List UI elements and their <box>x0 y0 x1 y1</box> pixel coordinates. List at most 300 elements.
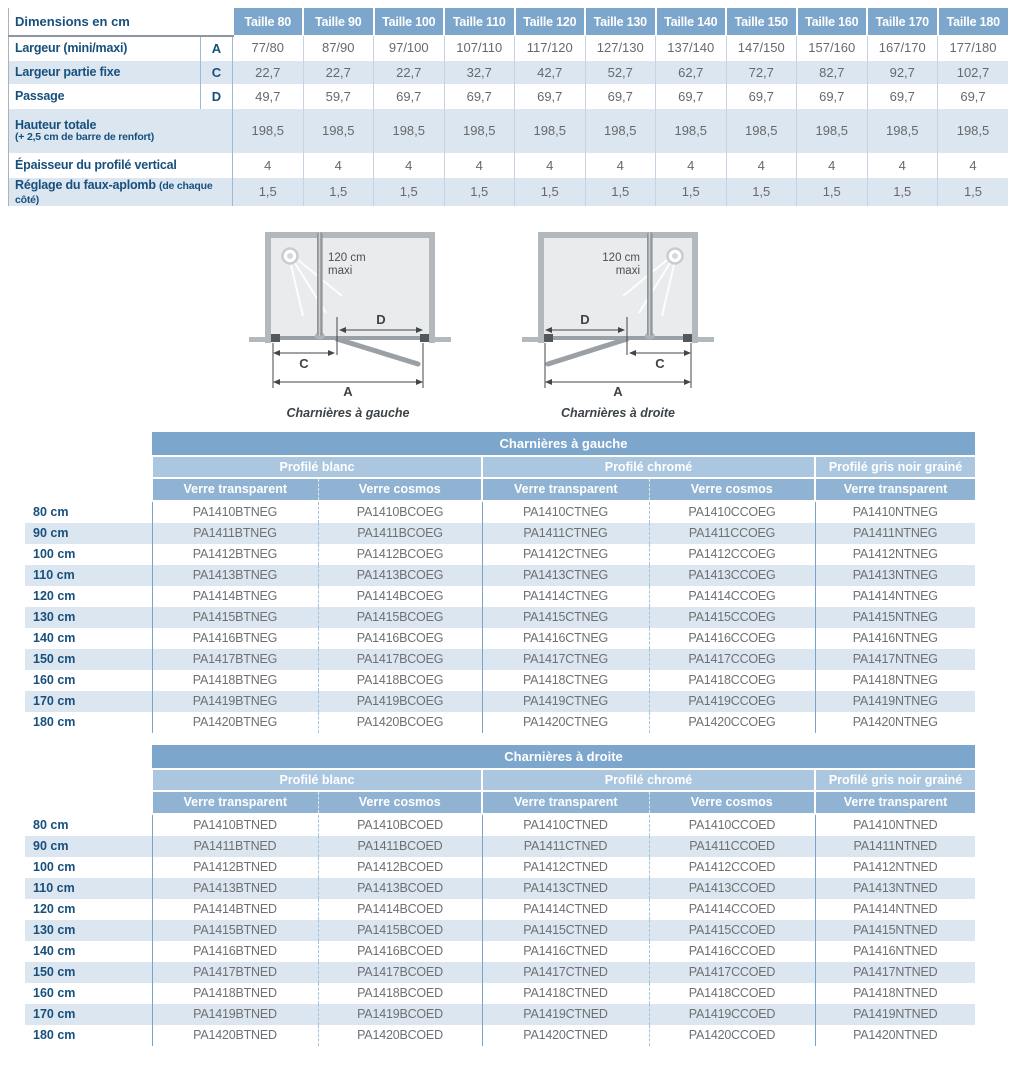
glass-type-row <box>25 791 975 814</box>
diagram-hinges-right <box>510 220 790 420</box>
glass-type-header: Verre cosmos <box>649 791 815 814</box>
product-table-left-section <box>0 432 1016 733</box>
dimension-value: 69,7 <box>726 84 797 108</box>
wall-anchor-right <box>420 334 429 342</box>
dimension-value: 198,5 <box>726 108 797 153</box>
product-row <box>25 836 975 857</box>
dimension-value: 4 <box>867 153 938 177</box>
dimensions-row <box>9 177 1009 206</box>
product-code: PA1415CCOEG <box>649 607 815 628</box>
product-code: PA1410BTNEG <box>152 501 318 523</box>
glass-type-header: Verre cosmos <box>318 478 482 501</box>
dimension-value: 92,7 <box>867 60 938 84</box>
dimension-label-text: Largeur (mini/maxi) <box>15 41 128 55</box>
product-code: PA1416CTNEG <box>482 628 649 649</box>
product-code: PA1413BCOEG <box>318 565 482 586</box>
product-code: PA1411BCOEG <box>318 523 482 544</box>
product-code: PA1411BCOED <box>318 836 482 857</box>
size-column-header: Taille 90 <box>303 8 374 36</box>
dimensions-row <box>9 153 1009 177</box>
glass-type-header: Verre cosmos <box>318 791 482 814</box>
product-code: PA1415BCOEG <box>318 607 482 628</box>
product-code: PA1419BCOED <box>318 1004 482 1025</box>
product-row <box>25 544 975 565</box>
product-code: PA1419NTNED <box>815 1004 975 1025</box>
product-code: PA1411BTNEG <box>152 523 318 544</box>
product-code: PA1412NTNEG <box>815 544 975 565</box>
dimension-value: 4 <box>726 153 797 177</box>
size-column-header: Taille 140 <box>656 8 727 36</box>
row-size-label: 150 cm <box>25 962 152 983</box>
product-code: PA1415BTNEG <box>152 607 318 628</box>
door-panel <box>548 339 627 364</box>
dimension-value: 198,5 <box>515 108 586 153</box>
product-code: PA1410CTNEG <box>482 501 649 523</box>
dimension-value: 4 <box>656 153 727 177</box>
dimension-value: 69,7 <box>656 84 727 108</box>
profile-group-row <box>25 769 975 791</box>
dimension-label-text: Passage <box>15 89 65 103</box>
product-code: PA1416BCOEG <box>318 628 482 649</box>
door-panel <box>337 339 418 364</box>
product-code: PA1417CCOEG <box>649 649 815 670</box>
row-size-label: 90 cm <box>25 836 152 857</box>
dimension-value: 4 <box>585 153 656 177</box>
row-size-label: 180 cm <box>33 715 76 729</box>
product-code: PA1412BCOED <box>318 857 482 878</box>
row-size-label: 140 cm <box>33 631 76 645</box>
dimension-label <box>9 177 233 206</box>
glass-type-header: Verre transparent <box>482 478 649 501</box>
dimension-value: 198,5 <box>303 108 374 153</box>
wall-anchor-right <box>683 334 692 342</box>
size-column-header: Taille 160 <box>797 8 868 36</box>
table-title: Charnières à gauche <box>152 432 975 456</box>
dim-label-c: C <box>655 355 665 371</box>
product-code: PA1420BCOED <box>318 1025 482 1046</box>
size-column-header: Taille 180 <box>938 8 1009 36</box>
dimension-label <box>9 108 233 153</box>
dimension-value: 1,5 <box>585 177 656 206</box>
table-title-row <box>25 745 975 769</box>
row-size-label: 100 cm <box>33 860 76 874</box>
product-code: PA1411CCOED <box>649 836 815 857</box>
glass-type-header: Verre transparent <box>482 791 649 814</box>
product-code: PA1413NTNEG <box>815 565 975 586</box>
product-code: PA1412CTNEG <box>482 544 649 565</box>
max-width-note-line1: 120 cm <box>602 251 640 264</box>
row-size-label: 80 cm <box>33 817 69 832</box>
profile-group-header: Profilé blanc <box>152 769 482 791</box>
product-code: PA1417BTNED <box>152 962 318 983</box>
row-size-label: 120 cm <box>33 589 76 603</box>
product-table-right-section <box>0 745 1016 1046</box>
size-column-header: Taille 120 <box>515 8 586 36</box>
product-code: PA1416BTNED <box>152 941 318 962</box>
product-code: PA1413BTNEG <box>152 565 318 586</box>
product-code: PA1413CTNED <box>482 878 649 899</box>
dimension-value: 69,7 <box>797 84 868 108</box>
product-code: PA1410CCOED <box>649 814 815 836</box>
diagrams <box>240 220 1016 420</box>
dimension-value: 87/90 <box>303 36 374 61</box>
dimension-value: 1,5 <box>515 177 586 206</box>
product-code: PA1416CCOED <box>649 941 815 962</box>
product-row <box>25 691 975 712</box>
dimension-value: 137/140 <box>656 36 727 61</box>
glass-type-header: Verre transparent <box>815 791 975 814</box>
dimension-value: 4 <box>515 153 586 177</box>
dimension-value: 32,7 <box>444 60 515 84</box>
dimension-label <box>9 60 201 84</box>
product-row <box>25 941 975 962</box>
diagram-caption-left: Charnières à gauche <box>286 405 410 420</box>
corner-cell <box>25 769 152 791</box>
dimension-value: 1,5 <box>656 177 727 206</box>
profile-group-header: Profilé chromé <box>482 456 815 478</box>
product-code: PA1417NTNED <box>815 962 975 983</box>
wall-anchor-left <box>271 334 280 342</box>
dimensions-table <box>8 8 1008 206</box>
product-code: PA1420BTNED <box>152 1025 318 1046</box>
product-code: PA1417BTNEG <box>152 649 318 670</box>
row-size-label: 120 cm <box>33 902 76 916</box>
product-code: PA1419BCOEG <box>318 691 482 712</box>
product-code: PA1419CTNEG <box>482 691 649 712</box>
product-code: PA1412NTNED <box>815 857 975 878</box>
diagram-right-drawing <box>510 220 790 400</box>
glass-type-header: Verre transparent <box>152 791 318 814</box>
product-table-hinges-right <box>25 745 975 1046</box>
dimension-value: 72,7 <box>726 60 797 84</box>
dimension-value: 22,7 <box>374 60 445 84</box>
product-code: PA1417CTNEG <box>482 649 649 670</box>
product-code: PA1420CCOEG <box>649 712 815 733</box>
dimension-value: 97/100 <box>374 36 445 61</box>
dimension-value: 4 <box>374 153 445 177</box>
product-code: PA1420NTNEG <box>815 712 975 733</box>
product-row <box>25 878 975 899</box>
product-code: PA1413BTNED <box>152 878 318 899</box>
dimension-value: 198,5 <box>867 108 938 153</box>
dimension-label-text: Épaisseur du profilé vertical <box>15 158 177 172</box>
dimension-value: 69,7 <box>444 84 515 108</box>
corner-cell <box>25 432 152 456</box>
product-code: PA1417NTNEG <box>815 649 975 670</box>
dimension-value: 82,7 <box>797 60 868 84</box>
dimension-value: 1,5 <box>444 177 515 206</box>
size-column-header: Taille 150 <box>726 8 797 36</box>
product-code: PA1419CCOEG <box>649 691 815 712</box>
product-code: PA1418NTNEG <box>815 670 975 691</box>
product-code: PA1412BCOEG <box>318 544 482 565</box>
dimension-value: 69,7 <box>585 84 656 108</box>
dimension-value: 42,7 <box>515 60 586 84</box>
product-code: PA1414CTNEG <box>482 586 649 607</box>
dimension-value: 1,5 <box>867 177 938 206</box>
row-size-label: 90 cm <box>25 523 152 544</box>
dimension-value: 198,5 <box>585 108 656 153</box>
table-title-row <box>25 432 975 456</box>
product-code: PA1414BCOED <box>318 899 482 920</box>
product-code: PA1415CTNED <box>482 920 649 941</box>
dimensions-row <box>9 60 1009 84</box>
dimensions-table-section <box>0 8 1016 206</box>
product-code: PA1419BTNEG <box>152 691 318 712</box>
dimensions-row <box>9 108 1009 153</box>
product-code: PA1413CCOED <box>649 878 815 899</box>
row-size-label: 100 cm <box>33 547 76 561</box>
dimension-letter: C <box>201 60 233 84</box>
product-code: PA1416NTNEG <box>815 628 975 649</box>
product-row <box>25 523 975 544</box>
product-code: PA1420NTNED <box>815 1025 975 1046</box>
product-code: PA1413CCOEG <box>649 565 815 586</box>
dimension-label <box>9 36 201 61</box>
dimension-letter: A <box>201 36 233 61</box>
dimension-value: 177/180 <box>938 36 1009 61</box>
product-code: PA1419BTNED <box>152 1004 318 1025</box>
product-code: PA1414CCOED <box>649 899 815 920</box>
size-column-header: Taille 110 <box>444 8 515 36</box>
row-size-label: 110 cm <box>25 878 152 899</box>
dimension-value: 102,7 <box>938 60 1009 84</box>
glass-type-header: Verre transparent <box>815 478 975 501</box>
product-code: PA1418CTNEG <box>482 670 649 691</box>
dimension-sublabel: (+ 2,5 cm de barre de renfort) <box>15 131 155 143</box>
dimension-value: 62,7 <box>656 60 727 84</box>
product-row <box>25 983 975 1004</box>
product-code: PA1411CTNED <box>482 836 649 857</box>
product-code: PA1418BCOEG <box>318 670 482 691</box>
size-column-header: Taille 170 <box>867 8 938 36</box>
product-code: PA1416CTNED <box>482 941 649 962</box>
corner-cell <box>25 791 152 814</box>
product-code: PA1410BTNED <box>152 814 318 836</box>
row-size-label: 170 cm <box>25 691 152 712</box>
dimension-value: 198,5 <box>374 108 445 153</box>
product-code: PA1420BTNEG <box>152 712 318 733</box>
product-code: PA1418CCOEG <box>649 670 815 691</box>
product-code: PA1411CCOEG <box>649 523 815 544</box>
glass-type-header: Verre transparent <box>152 478 318 501</box>
product-code: PA1416NTNED <box>815 941 975 962</box>
product-row <box>25 628 975 649</box>
product-code: PA1419NTNEG <box>815 691 975 712</box>
dim-label-d: D <box>580 311 590 327</box>
max-width-note-line1: 120 cm <box>328 251 366 264</box>
product-code: PA1410BCOEG <box>318 501 482 523</box>
profile-group-header: Profilé chromé <box>482 769 815 791</box>
size-column-header: Taille 130 <box>585 8 656 36</box>
product-code: PA1416BTNEG <box>152 628 318 649</box>
shower-head-icon <box>668 248 683 263</box>
product-code: PA1411NTNEG <box>815 523 975 544</box>
product-code: PA1415CCOED <box>649 920 815 941</box>
product-code: PA1412CCOEG <box>649 544 815 565</box>
corner-cell <box>25 456 152 478</box>
dimension-value: 59,7 <box>303 84 374 108</box>
dimension-value: 198,5 <box>938 108 1009 153</box>
product-row <box>25 920 975 941</box>
product-code: PA1415NTNEG <box>815 607 975 628</box>
dimension-value: 77/80 <box>233 36 304 61</box>
dimension-value: 22,7 <box>303 60 374 84</box>
dimension-label <box>9 84 201 108</box>
dim-label-a: A <box>343 383 353 399</box>
product-code: PA1419CTNED <box>482 1004 649 1025</box>
product-row <box>25 857 975 878</box>
product-row <box>25 1004 975 1025</box>
row-size-label: 80 cm <box>33 504 69 519</box>
dimension-value: 198,5 <box>797 108 868 153</box>
product-row <box>25 670 975 691</box>
product-row <box>25 1025 975 1046</box>
dimension-value: 1,5 <box>726 177 797 206</box>
dimension-value: 1,5 <box>938 177 1009 206</box>
dimension-value: 4 <box>797 153 868 177</box>
dimension-value: 198,5 <box>656 108 727 153</box>
dimension-value: 4 <box>303 153 374 177</box>
dimension-value: 69,7 <box>374 84 445 108</box>
row-size-label: 130 cm <box>25 920 152 941</box>
profile-group-header: Profilé gris noir grainé <box>815 456 975 478</box>
product-code: PA1412BTNED <box>152 857 318 878</box>
max-width-note-line2: maxi <box>615 264 640 277</box>
dimensions-title: Dimensions en cm <box>9 8 233 36</box>
size-column-header: Taille 80 <box>233 8 304 36</box>
product-row <box>25 814 975 836</box>
row-size-label: 110 cm <box>25 565 152 586</box>
dimension-value: 1,5 <box>797 177 868 206</box>
table-title: Charnières à droite <box>152 745 975 769</box>
profile-group-row <box>25 456 975 478</box>
dimension-value: 167/170 <box>867 36 938 61</box>
dimension-value: 49,7 <box>233 84 304 108</box>
product-table-hinges-left <box>25 432 975 733</box>
product-code: PA1410NTNED <box>815 814 975 836</box>
wall-anchor-left <box>544 334 553 342</box>
product-code: PA1416BCOED <box>318 941 482 962</box>
product-code: PA1414NTNEG <box>815 586 975 607</box>
product-code: PA1418BTNEG <box>152 670 318 691</box>
product-code: PA1420BCOEG <box>318 712 482 733</box>
spec-sheet-page <box>0 8 1016 1046</box>
dimension-value: 107/110 <box>444 36 515 61</box>
product-code: PA1419CCOED <box>649 1004 815 1025</box>
dimension-value: 52,7 <box>585 60 656 84</box>
product-code: PA1420CCOED <box>649 1025 815 1046</box>
dimension-value: 117/120 <box>515 36 586 61</box>
dimension-value: 69,7 <box>867 84 938 108</box>
dimension-letter: D <box>201 84 233 108</box>
product-code: PA1417BCOEG <box>318 649 482 670</box>
shower-head-icon <box>283 248 298 263</box>
dimension-value: 1,5 <box>233 177 304 206</box>
dimension-label-text: Réglage du faux-aplomb <box>15 177 160 192</box>
dimension-value: 1,5 <box>303 177 374 206</box>
product-code: PA1420CTNED <box>482 1025 649 1046</box>
row-size-label: 160 cm <box>33 986 76 1000</box>
corner-cell <box>25 478 152 501</box>
dimension-label-text: Largeur partie fixe <box>15 65 121 79</box>
row-size-label: 160 cm <box>33 673 76 687</box>
product-code: PA1415BCOED <box>318 920 482 941</box>
dimension-value: 4 <box>233 153 304 177</box>
dimension-value: 198,5 <box>444 108 515 153</box>
product-code: PA1413BCOED <box>318 878 482 899</box>
product-code: PA1418BCOED <box>318 983 482 1004</box>
dimensions-header-row <box>9 8 1009 36</box>
glass-type-row <box>25 478 975 501</box>
product-code: PA1417CCOED <box>649 962 815 983</box>
row-size-label: 140 cm <box>33 944 76 958</box>
product-code: PA1414NTNED <box>815 899 975 920</box>
product-code: PA1415BTNED <box>152 920 318 941</box>
product-code: PA1415CTNEG <box>482 607 649 628</box>
row-size-label: 180 cm <box>33 1028 76 1042</box>
dimension-value: 69,7 <box>938 84 1009 108</box>
dimension-value: 69,7 <box>515 84 586 108</box>
product-code: PA1414BTNED <box>152 899 318 920</box>
dimensions-row <box>9 84 1009 108</box>
product-code: PA1410CTNED <box>482 814 649 836</box>
dimension-value: 198,5 <box>233 108 304 153</box>
product-code: PA1418CTNED <box>482 983 649 1004</box>
profile-group-header: Profilé gris noir grainé <box>815 769 975 791</box>
product-code: PA1417BCOED <box>318 962 482 983</box>
product-row <box>25 962 975 983</box>
corner-cell <box>25 745 152 769</box>
diagram-hinges-left <box>240 220 520 420</box>
dimension-label <box>9 153 233 177</box>
product-row <box>25 899 975 920</box>
product-code: PA1414BCOEG <box>318 586 482 607</box>
dim-label-a: A <box>613 383 623 399</box>
product-code: PA1414CTNED <box>482 899 649 920</box>
product-code: PA1411BTNED <box>152 836 318 857</box>
product-code: PA1412BTNEG <box>152 544 318 565</box>
product-row <box>25 712 975 733</box>
product-code: PA1416CCOEG <box>649 628 815 649</box>
row-size-label: 170 cm <box>25 1004 152 1025</box>
profile-group-header: Profilé blanc <box>152 456 482 478</box>
dimension-value: 147/150 <box>726 36 797 61</box>
diagram-left-drawing <box>240 220 520 400</box>
product-row <box>25 565 975 586</box>
product-code: PA1420CTNEG <box>482 712 649 733</box>
dim-label-d: D <box>376 311 386 327</box>
product-code: PA1412CCOED <box>649 857 815 878</box>
row-size-label: 130 cm <box>25 607 152 628</box>
dimension-value: 22,7 <box>233 60 304 84</box>
glass-type-header: Verre cosmos <box>649 478 815 501</box>
row-size-label: 150 cm <box>25 649 152 670</box>
product-code: PA1417CTNED <box>482 962 649 983</box>
product-code: PA1412CTNED <box>482 857 649 878</box>
product-code: PA1410NTNEG <box>815 501 975 523</box>
dimension-value: 127/130 <box>585 36 656 61</box>
product-code: PA1411NTNED <box>815 836 975 857</box>
dimensions-row <box>9 36 1009 61</box>
product-row <box>25 649 975 670</box>
dimension-value: 157/160 <box>797 36 868 61</box>
product-code: PA1415NTNED <box>815 920 975 941</box>
bottom-track <box>271 336 429 340</box>
product-code: PA1418NTNED <box>815 983 975 1004</box>
product-code: PA1410CCOEG <box>649 501 815 523</box>
product-code: PA1418CCOED <box>649 983 815 1004</box>
